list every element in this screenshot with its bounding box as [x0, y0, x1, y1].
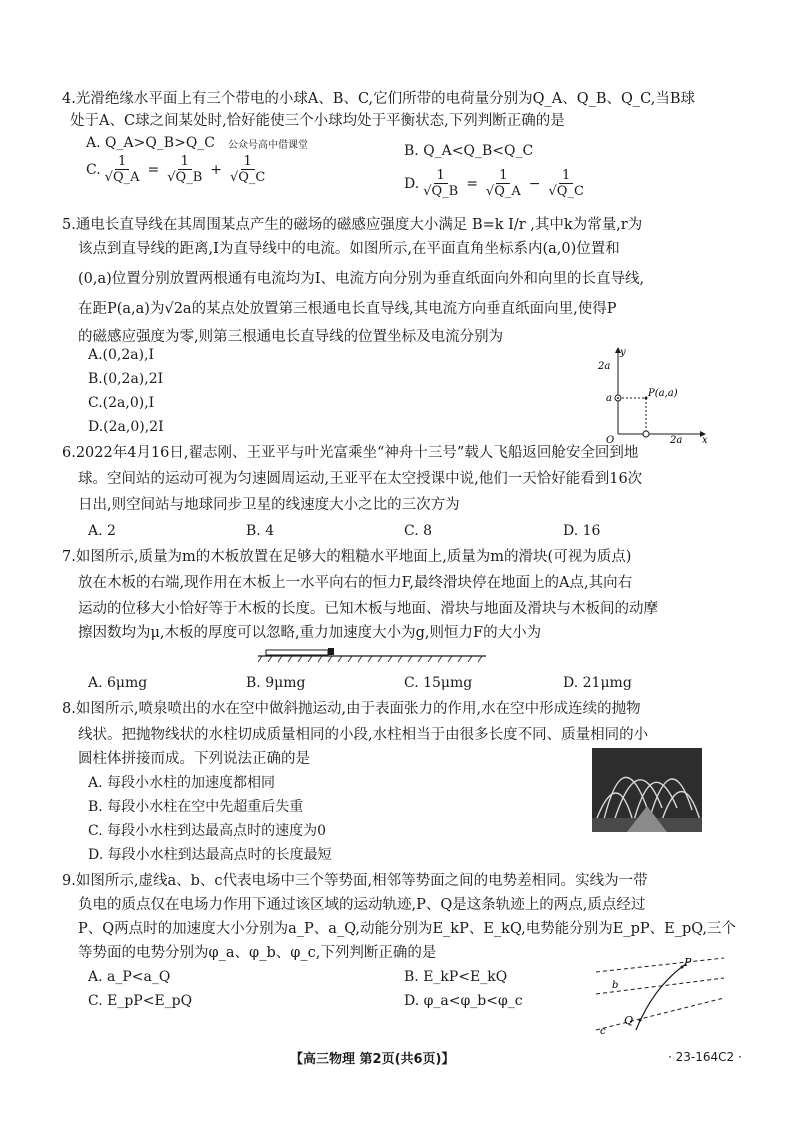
- point-p-label: P: [684, 956, 692, 969]
- q9-stem-line-2: 负电的质点仅在电场力作用下通过该区域的运动轨迹,P、Q是这条轨迹上的两点,质点经过: [78, 897, 646, 913]
- q8-stem-line-3: 圆柱体拼接而成。下列说法正确的是: [78, 751, 310, 767]
- fraction: [103, 154, 142, 185]
- q8-stem-line-2: 线状。把抛物线状的水柱切成质量相同的小段,水柱相当于由很多长度不同、质量相同的小: [78, 727, 649, 743]
- q5-stem-line-2: 该点到直导线的距离,I为直导线中的电流。如图所示,在平面直角坐标系内(a,0)位置和: [78, 241, 620, 257]
- y-tick-2a: 2a: [598, 361, 611, 372]
- line-c-label: c: [600, 1026, 606, 1036]
- q5-option-a: A.(0,2a),I: [88, 347, 155, 363]
- denominator: √Q_C: [229, 170, 266, 185]
- q8-stem-line-1: 8.如图所示,喷泉喷出的水在空中做斜抛运动,由于表面张力的作用,水在空中形成连续的抛物: [62, 701, 641, 717]
- ground-hatch: [258, 656, 482, 662]
- q7-stem-line-1: 7.如图所示,质量为m的木板放置在足够大的粗糙水平地面上,质量为m的滑块(可视为质点): [62, 549, 632, 565]
- q9-option-c: C. E_pP<E_pQ: [88, 993, 193, 1009]
- operator: +: [210, 161, 222, 178]
- equipotential-line-a: [596, 958, 724, 972]
- q7-option-a: A. 6μmg: [88, 675, 148, 691]
- q9-option-d: D. φ_a<φ_b<φ_c: [404, 993, 523, 1009]
- fraction: [484, 168, 523, 199]
- q6-stem-line-3: 日出,则空间站与地球同步卫星的线速度大小之比的三次方为: [78, 497, 460, 513]
- operator: =: [466, 175, 478, 192]
- point-q-label: Q: [624, 1014, 634, 1027]
- q9-stem-line-4: 等势面的电势分别为φ_a、φ_b、φ_c,下列判断正确的是: [78, 945, 437, 961]
- q4-option-b: B. Q_A<Q_B<Q_C: [404, 143, 534, 159]
- y-axis-label: y: [620, 347, 626, 358]
- q6-option-c: C. 8: [404, 523, 433, 539]
- q8-option-a: A. 每段小水柱的加速度都相同: [88, 775, 276, 791]
- origin-label: O: [606, 435, 615, 444]
- numerator: 1: [115, 154, 129, 170]
- q7-stem-line-2: 放在木板的右端,现作用在木板上一水平向右的恒力F,最终滑块停在地面上的A点,其向右: [78, 575, 633, 591]
- wire-in-marker: [643, 431, 649, 437]
- q5-option-d: D.(2a,0),2I: [88, 419, 164, 435]
- numerator: 1: [434, 168, 448, 184]
- page-footer-title: 【高三物理 第2页(共6页)】: [290, 1052, 455, 1067]
- wire-out-dot: [617, 397, 619, 399]
- point-p-label: P(a,a): [648, 388, 678, 399]
- operator: −: [528, 175, 541, 192]
- q5-stem-line-3: (0,a)位置分别放置两根通有电流均为I、电流方向分别为垂直纸面向外和向里的长直导线,: [78, 271, 645, 287]
- denominator: √Q_C: [548, 184, 584, 199]
- q6-stem-line-2: 球。空间站的运动可视为匀速圆周运动,王亚平在太空授课中说,他们一天恰好能看到16次: [78, 471, 643, 487]
- numerator: 1: [178, 154, 192, 170]
- q9-option-b: B. E_kP<E_kQ: [404, 969, 508, 985]
- q6-option-b: B. 4: [246, 523, 275, 539]
- x-tick-2a: 2a: [670, 435, 683, 444]
- q4-option-c-label: C.: [86, 161, 101, 178]
- exam-code: · 23-164C2 ·: [668, 1050, 742, 1064]
- q4-stem-line-1: 4.光滑绝缘水平面上有三个带电的小球A、B、C,它们所带的电荷量分别为Q_A、Q_B、Q_C,当B球: [62, 91, 696, 107]
- denominator: √Q_A: [485, 184, 521, 199]
- point-q: [639, 1019, 642, 1022]
- line-b-label: b: [612, 980, 619, 991]
- operator: =: [147, 161, 160, 178]
- q5-option-b: B.(0,2a),2I: [88, 371, 164, 387]
- numerator: 1: [241, 154, 255, 170]
- q5-stem-line-1: 5.通电长直导线在其周围某点产生的磁场的磁感应强度大小满足 B=k I/r ,其中k为常量,r为: [62, 217, 643, 233]
- denominator: √Q_B: [423, 184, 459, 199]
- fraction: [165, 154, 204, 185]
- numerator: 1: [559, 168, 573, 184]
- q8-option-b: B. 每段小水柱在空中先超重后失重: [88, 799, 304, 815]
- fountain-photo: [592, 748, 702, 832]
- q7-option-b: B. 9μmg: [246, 675, 306, 691]
- wooden-board: [266, 650, 328, 655]
- q4-stem-line-2: 处于A、C球之间某处时,恰好能使三个小球均处于平衡状态,下列判断正确的是: [70, 113, 565, 129]
- slider-block: [328, 648, 334, 655]
- q5-stem-line-4: 在距P(a,a)为√2a的某点处放置第三根通电长直导线,其电流方向垂直纸面向里,使得P: [78, 301, 617, 317]
- fraction: [421, 168, 460, 199]
- q8-option-d: D. 每段小水柱到达最高点时的长度最短: [88, 847, 332, 863]
- q7-stem-line-3: 运动的位移大小恰好等于木板的长度。已知木板与地面、滑块与地面及滑块与木板间的动摩: [78, 601, 658, 617]
- q6-option-a: A. 2: [88, 523, 116, 539]
- q6-stem-line-1: 6.2022年4月16日,翟志刚、王亚平与叶光富乘坐“神舟十三号”载人飞船返回舱安全回到地: [62, 445, 639, 461]
- q9-stem-line-3: P、Q两点时的加速度大小分别为a_P、a_Q,动能分别为E_kP、E_kQ,电势能分别为E_pP、E_pQ,三个: [78, 921, 736, 937]
- q4-option-d: [404, 168, 588, 199]
- trajectory-line: [636, 964, 686, 1030]
- q5-stem-line-5: 的磁感应强度为零,则第三根通电长直导线的位置坐标及电流分别为: [78, 329, 504, 345]
- watermark-text: 公众号高中借课堂: [228, 140, 308, 151]
- q9-option-a: A. a_P<a_Q: [88, 969, 171, 985]
- q4-option-c: [86, 154, 269, 185]
- y-tick-a: a: [606, 393, 612, 404]
- q7-option-d: D. 21μmg: [563, 675, 632, 691]
- fountain-image: [592, 748, 702, 832]
- q7-board-figure: [258, 644, 488, 666]
- q5-coordinate-figure: [590, 344, 710, 444]
- q4-option-a: A. Q_A>Q_B>Q_C: [86, 135, 216, 151]
- q7-option-c: C. 15μmg: [404, 675, 473, 691]
- numerator: 1: [496, 168, 510, 184]
- fraction: [228, 154, 267, 185]
- equipotential-line-c: [596, 998, 724, 1030]
- q6-option-d: D. 16: [563, 523, 601, 539]
- denominator: √Q_B: [167, 170, 203, 185]
- q9-equipotential-figure: [596, 956, 726, 1036]
- x-axis-label: x: [702, 435, 708, 444]
- denominator: √Q_A: [104, 170, 140, 185]
- q4-option-d-label: D.: [404, 175, 420, 192]
- fraction: [547, 168, 586, 199]
- q8-option-c: C. 每段小水柱到达最高点时的速度为0: [88, 823, 327, 839]
- q5-option-c: C.(2a,0),I: [88, 395, 155, 411]
- q7-stem-line-4: 擦因数均为μ,木板的厚度可以忽略,重力加速度大小为g,则恒力F的大小为: [78, 625, 542, 641]
- q9-stem-line-1: 9.如图所示,虚线a、b、c代表电场中三个等势面,相邻等势面之间的电势差相同。实线为一带: [62, 873, 648, 889]
